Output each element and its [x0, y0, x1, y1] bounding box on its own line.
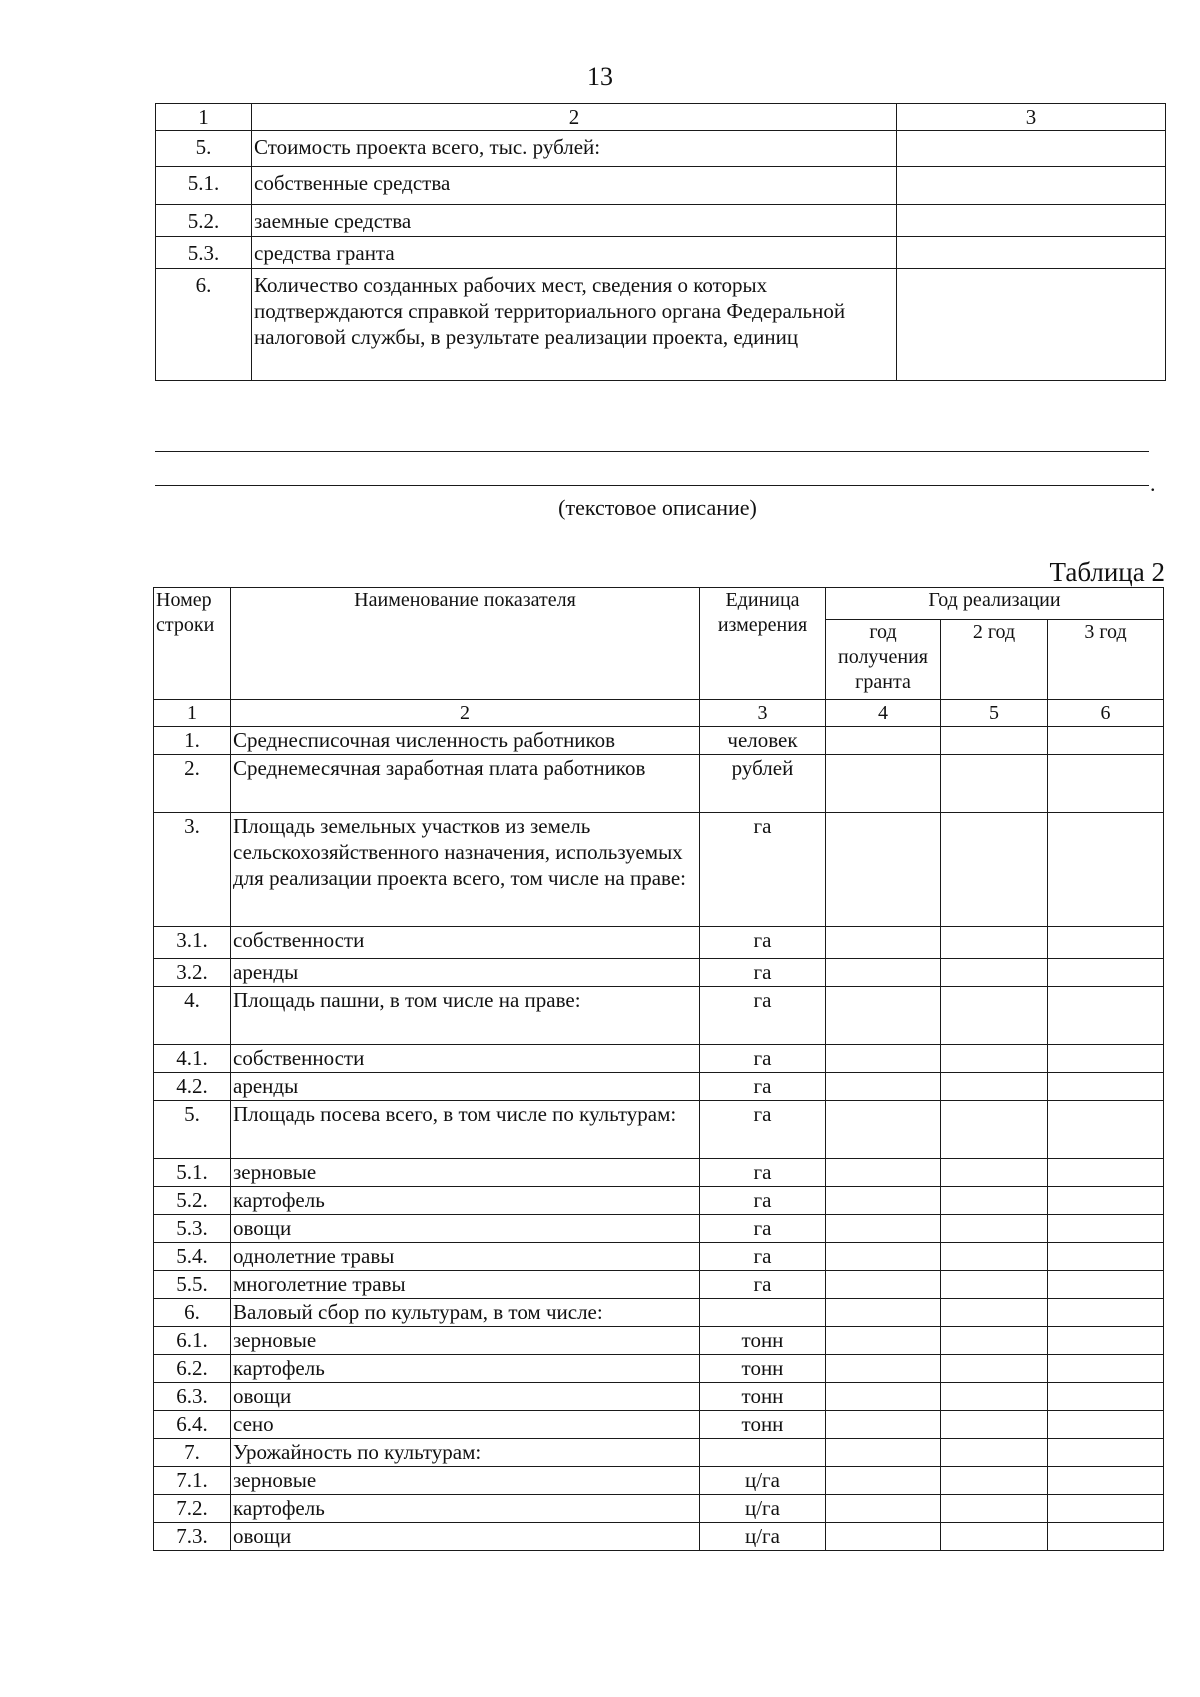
row-value-year-3: [1048, 727, 1164, 755]
row-value-year-2: [941, 1073, 1048, 1101]
row-unit: га: [700, 813, 826, 927]
row-value-year-2: [941, 755, 1048, 813]
table-row: [154, 1383, 1164, 1411]
row-value-year-2: [941, 1467, 1048, 1495]
row-value-year-1: [826, 927, 941, 959]
row-value-year-2: [941, 959, 1048, 987]
row-unit: ц/га: [700, 1523, 826, 1551]
table-row: [154, 1467, 1164, 1495]
row-name: собственности: [231, 1045, 700, 1073]
row-name: Площадь земельных участков из земель сельскохозяйственного назначения, используемых для реализации проекта всего, том числе на праве:: [231, 813, 700, 927]
column-number: 6: [1048, 700, 1164, 727]
header-unit: Единица измерения: [700, 588, 826, 700]
table-row: [154, 1073, 1164, 1101]
row-number: 6.: [156, 269, 252, 381]
table-row: [154, 1101, 1164, 1159]
row-value-year-1: [826, 987, 941, 1045]
row-unit: га: [700, 1243, 826, 1271]
row-value-year-1: [826, 1045, 941, 1073]
row-value: [897, 131, 1166, 167]
indicators-table: [153, 587, 1164, 1551]
row-unit: тонн: [700, 1383, 826, 1411]
row-value-year-1: [826, 1439, 941, 1467]
row-unit: [700, 1299, 826, 1327]
row-value-year-2: [941, 1327, 1048, 1355]
table1-header-cell: 1: [156, 104, 252, 131]
row-unit: тонн: [700, 1411, 826, 1439]
table2-header-row: [154, 588, 1164, 620]
table-row: [156, 167, 1166, 205]
row-value-year-3: [1048, 959, 1164, 987]
row-name: Среднесписочная численность работников: [231, 727, 700, 755]
row-unit: ц/га: [700, 1467, 826, 1495]
row-value-year-3: [1048, 1271, 1164, 1299]
row-value-year-2: [941, 727, 1048, 755]
row-name: картофель: [231, 1187, 700, 1215]
row-unit: тонн: [700, 1355, 826, 1383]
table-row: [154, 1495, 1164, 1523]
table-row: [154, 1439, 1164, 1467]
header-row-number: Номер строки: [154, 588, 231, 700]
row-unit: га: [700, 1073, 826, 1101]
table1-header-cell: 2: [252, 104, 897, 131]
column-number: 5: [941, 700, 1048, 727]
row-number: 5.2.: [156, 205, 252, 237]
row-value-year-2: [941, 1271, 1048, 1299]
row-name: зерновые: [231, 1159, 700, 1187]
description-line: [155, 485, 1149, 486]
row-value-year-3: [1048, 1383, 1164, 1411]
row-name: собственности: [231, 927, 700, 959]
table-row: [154, 1411, 1164, 1439]
end-mark: .: [1150, 471, 1156, 496]
table-row: [154, 755, 1164, 813]
row-value-year-3: [1048, 1299, 1164, 1327]
row-value-year-3: [1048, 1495, 1164, 1523]
row-name: овощи: [231, 1383, 700, 1411]
description-line: [155, 451, 1149, 452]
row-value-year-2: [941, 1355, 1048, 1383]
row-name: заемные средства: [252, 205, 897, 237]
row-unit: га: [700, 1101, 826, 1159]
row-name: многолетние травы: [231, 1271, 700, 1299]
table-row: [154, 959, 1164, 987]
row-value-year-2: [941, 1045, 1048, 1073]
row-value-year-3: [1048, 1327, 1164, 1355]
table-row: [154, 1271, 1164, 1299]
row-number: 5.3.: [156, 237, 252, 269]
row-number: 1.: [154, 727, 231, 755]
row-value-year-2: [941, 813, 1048, 927]
row-name: Урожайность по культурам:: [231, 1439, 700, 1467]
row-value-year-2: [941, 1439, 1048, 1467]
row-number: 5.1.: [156, 167, 252, 205]
row-value-year-3: [1048, 1355, 1164, 1383]
row-value-year-3: [1048, 1215, 1164, 1243]
row-value-year-2: [941, 1243, 1048, 1271]
row-value-year-3: [1048, 1523, 1164, 1551]
row-value-year-3: [1048, 1187, 1164, 1215]
row-name: Среднемесячная заработная плата работников: [231, 755, 700, 813]
row-name: картофель: [231, 1355, 700, 1383]
project-cost-table: [155, 103, 1166, 381]
row-value-year-1: [826, 1073, 941, 1101]
row-name: овощи: [231, 1215, 700, 1243]
row-value-year-3: [1048, 1073, 1164, 1101]
row-name: картофель: [231, 1495, 700, 1523]
row-number: 4.: [154, 987, 231, 1045]
row-number: 5.4.: [154, 1243, 231, 1271]
row-unit: га: [700, 1187, 826, 1215]
row-unit: тонн: [700, 1327, 826, 1355]
row-value-year-3: [1048, 1101, 1164, 1159]
column-number: 1: [154, 700, 231, 727]
row-number: 7.3.: [154, 1523, 231, 1551]
row-name: аренды: [231, 1073, 700, 1101]
row-value-year-1: [826, 727, 941, 755]
header-year-2: 2 год: [941, 620, 1048, 700]
column-number: 4: [826, 700, 941, 727]
table1-header-row: [156, 104, 1166, 131]
table-row: [154, 1187, 1164, 1215]
row-value-year-3: [1048, 1467, 1164, 1495]
row-value-year-2: [941, 1523, 1048, 1551]
row-unit: га: [700, 959, 826, 987]
row-number: 7.: [154, 1439, 231, 1467]
row-value-year-1: [826, 1299, 941, 1327]
row-number: 6.1.: [154, 1327, 231, 1355]
row-number: 7.1.: [154, 1467, 231, 1495]
row-unit: рублей: [700, 755, 826, 813]
table2-body: [154, 727, 1164, 1551]
row-number: 5.2.: [154, 1187, 231, 1215]
table1-header-cell: 3: [897, 104, 1166, 131]
row-value-year-1: [826, 1523, 941, 1551]
row-number: 6.3.: [154, 1383, 231, 1411]
row-number: 4.2.: [154, 1073, 231, 1101]
row-unit: га: [700, 987, 826, 1045]
row-value: [897, 167, 1166, 205]
row-name: Стоимость проекта всего, тыс. рублей:: [252, 131, 897, 167]
row-name: зерновые: [231, 1327, 700, 1355]
row-value: [897, 205, 1166, 237]
table-row: [154, 1243, 1164, 1271]
row-unit: га: [700, 1271, 826, 1299]
header-year-1: год получения гранта: [826, 620, 941, 700]
row-value-year-1: [826, 1215, 941, 1243]
row-value-year-1: [826, 1271, 941, 1299]
row-value-year-1: [826, 1411, 941, 1439]
row-value-year-1: [826, 813, 941, 927]
row-value-year-2: [941, 1159, 1048, 1187]
text-description-caption: (текстовое описание): [558, 495, 757, 520]
row-name: собственные средства: [252, 167, 897, 205]
row-number: 6.2.: [154, 1355, 231, 1383]
row-value-year-3: [1048, 987, 1164, 1045]
row-number: 5.5.: [154, 1271, 231, 1299]
column-number: 3: [700, 700, 826, 727]
table-row: [154, 1523, 1164, 1551]
row-name: средства гранта: [252, 237, 897, 269]
row-number: 6.: [154, 1299, 231, 1327]
row-number: 5.: [154, 1101, 231, 1159]
row-number: 5.1.: [154, 1159, 231, 1187]
table-row: [154, 1355, 1164, 1383]
table-row: [154, 1327, 1164, 1355]
table-row: [154, 987, 1164, 1045]
row-value-year-2: [941, 987, 1048, 1045]
row-number: 6.4.: [154, 1411, 231, 1439]
row-number: 3.1.: [154, 927, 231, 959]
header-year-3: 3 год: [1048, 620, 1164, 700]
row-value-year-1: [826, 1495, 941, 1523]
table-row: [154, 1215, 1164, 1243]
header-indicator-name: Наименование показателя: [231, 588, 700, 700]
row-value-year-1: [826, 1327, 941, 1355]
table-2-label: Таблица 2: [1049, 557, 1165, 587]
row-name: овощи: [231, 1523, 700, 1551]
row-value-year-3: [1048, 813, 1164, 927]
row-unit: га: [700, 1159, 826, 1187]
row-value-year-1: [826, 1159, 941, 1187]
row-value-year-1: [826, 959, 941, 987]
row-value-year-3: [1048, 1411, 1164, 1439]
table-row: [154, 813, 1164, 927]
row-value-year-3: [1048, 927, 1164, 959]
table-row: [154, 927, 1164, 959]
table2-column-numbers: [154, 700, 1164, 727]
row-number: 7.2.: [154, 1495, 231, 1523]
row-unit: ц/га: [700, 1495, 826, 1523]
header-year-group: Год реализации: [826, 588, 1164, 620]
row-number: 4.1.: [154, 1045, 231, 1073]
table-row: [154, 1045, 1164, 1073]
row-unit: га: [700, 1215, 826, 1243]
row-value-year-2: [941, 1383, 1048, 1411]
row-value: [897, 269, 1166, 381]
row-unit: [700, 1439, 826, 1467]
row-number: 3.2.: [154, 959, 231, 987]
row-value-year-2: [941, 1495, 1048, 1523]
row-value-year-2: [941, 1215, 1048, 1243]
row-value-year-1: [826, 755, 941, 813]
row-number: 3.: [154, 813, 231, 927]
row-value-year-1: [826, 1101, 941, 1159]
table-row: [156, 237, 1166, 269]
row-value-year-2: [941, 1411, 1048, 1439]
row-value-year-2: [941, 1187, 1048, 1215]
row-value-year-2: [941, 1299, 1048, 1327]
row-name: Количество созданных рабочих мест, сведения о которых подтверждаются справкой территориального органа Федеральной налоговой службы, в результате реализации проекта, единиц: [252, 269, 897, 381]
table-row: [156, 269, 1166, 381]
row-number: 5.3.: [154, 1215, 231, 1243]
row-value-year-1: [826, 1467, 941, 1495]
row-value-year-3: [1048, 1439, 1164, 1467]
row-name: зерновые: [231, 1467, 700, 1495]
row-value-year-2: [941, 927, 1048, 959]
table-row: [154, 1159, 1164, 1187]
row-value-year-2: [941, 1101, 1048, 1159]
row-value-year-3: [1048, 1045, 1164, 1073]
page-number: 13: [587, 62, 613, 91]
row-value-year-1: [826, 1187, 941, 1215]
table-row: [154, 1299, 1164, 1327]
row-name: Валовый сбор по культурам, в том числе:: [231, 1299, 700, 1327]
row-name: однолетние травы: [231, 1243, 700, 1271]
row-value-year-3: [1048, 755, 1164, 813]
row-value-year-3: [1048, 1243, 1164, 1271]
row-value-year-1: [826, 1383, 941, 1411]
row-name: Площадь посева всего, в том числе по культурам:: [231, 1101, 700, 1159]
column-number: 2: [231, 700, 700, 727]
row-unit: человек: [700, 727, 826, 755]
row-value-year-3: [1048, 1159, 1164, 1187]
row-name: аренды: [231, 959, 700, 987]
row-value-year-1: [826, 1355, 941, 1383]
table-row: [154, 727, 1164, 755]
row-number: 5.: [156, 131, 252, 167]
row-name: сено: [231, 1411, 700, 1439]
row-unit: га: [700, 927, 826, 959]
table-row: [156, 205, 1166, 237]
row-value-year-1: [826, 1243, 941, 1271]
row-name: Площадь пашни, в том числе на праве:: [231, 987, 700, 1045]
row-number: 2.: [154, 755, 231, 813]
table-row: [156, 131, 1166, 167]
row-unit: га: [700, 1045, 826, 1073]
row-value: [897, 237, 1166, 269]
